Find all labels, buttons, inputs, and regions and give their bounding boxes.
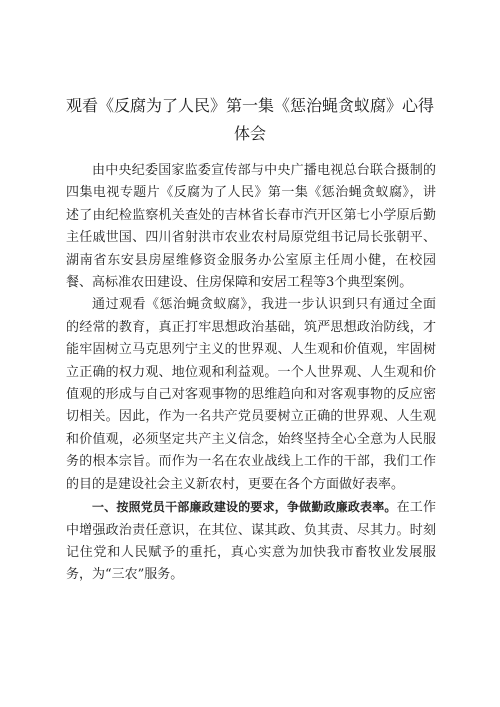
document-body	[66, 160, 436, 587]
paragraph-section-one	[66, 496, 436, 587]
section-one-text: 在工作中增强政治责任意识，在其位、谋其政、负其责、尽其力。时刻记住党和人民赋予的重托，真心实意为加快我市畜牧业发展服务，为“三农”服务。	[66, 500, 436, 583]
document-title: 观看《反腐为了人民》第一集《惩治蝇贪蚁腐》心得体会	[65, 96, 434, 143]
paragraph-intro: 由中央纪委国家监委宣传部与中央广播电视总台联合摄制的四集电视专题片《反腐为了人民》第一集《惩治蝇贪蚁腐》，讲述了由纪检监察机关查处的吉林省长春市汽开区第七小学原后勤主任戚世国、四川省射洪市农业农村局原党组书记局长张朝平、湖南省东安县房屋维修资金服务办公室原主任周小健，在校园餐、高标准农田建设、住房保障和安居工程等3个典型案例。	[66, 163, 436, 291]
section-one-heading: 一、按照党员干部廉政建设的要求，争做勤政廉政表率。	[92, 500, 397, 515]
paragraph-reflection: 通过观看《惩治蝇贪蚁腐》，我进一步认识到只有通过全面的经常的教育，真正打牢思想政治基础，筑严思想政治防线，才能牢固树立马克思列宁主义的世界观、人生观和价值观，牢固树立正确的权力观、地位观和利益观。一个人世界观、人生观和价值观的形成与自己对客观事物的思维趋向和对客观事物的反应密切相关。因此，作为一名共产党员要树立正确的世界观、人生观和价值观，必须坚定共产主义信念，始终坚持全心全意为人民服务的根本宗旨。而作为一名在农业战线上工作的干部，我们工作的目的是建设社会主义新农村，更要在各个方面做好表率。	[66, 297, 436, 492]
